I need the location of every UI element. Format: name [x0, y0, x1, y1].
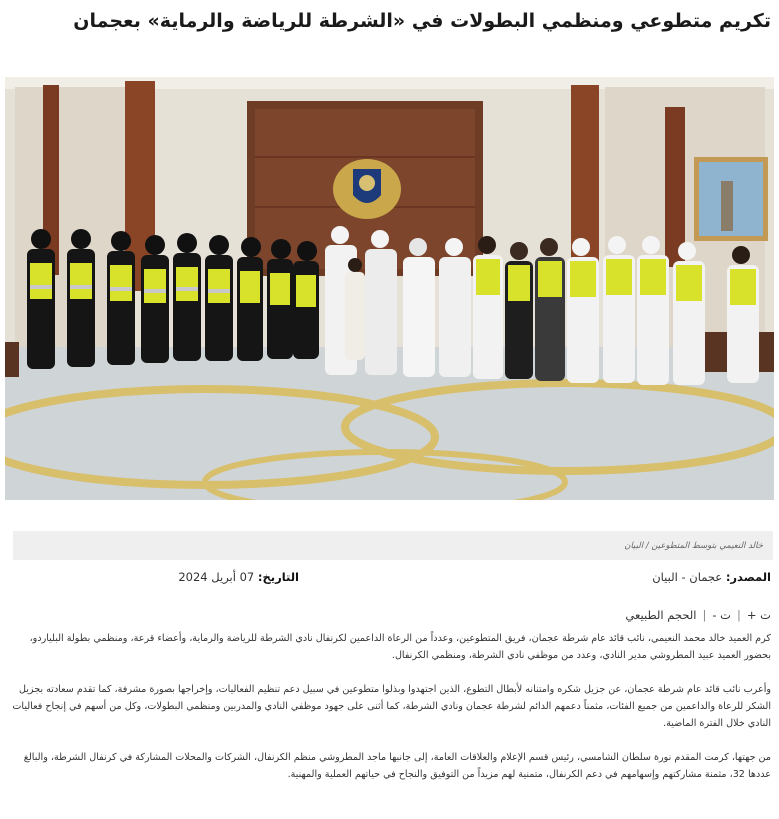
photo-caption: خالد النعيمي بتوسط المتطوعين / البيان: [624, 540, 763, 551]
photo-caption-bar: [13, 531, 773, 560]
font-normal-button[interactable]: الحجم الطبيعي: [625, 608, 697, 622]
article-paragraph: كرم العميد خالد محمد النعيمي، نائب قائد عام شرطة عجمان، فريق المتطوعين، وعدداً من الرعاة الداعمين لكرنفال نادي الشرطة للرياضة والرماية، وأعضاء قرعة، ومنظمي بطولة البلياردو، بحضور العميد عبيد المطروشي مدير النادي، وعدد من موظفي نادي الشرطة، ومنظمي الكرنفال.: [29, 633, 771, 661]
article-body: [8, 630, 771, 800]
font-increase-button[interactable]: ت +: [746, 608, 771, 622]
source-value: عجمان - البيان: [652, 570, 723, 584]
article-paragraph: وأعرب نائب قائد عام شرطة عجمان، عن جزيل شكره وامتنانه لأبطال التطوع، الذين اجتهدوا وبذلوا متطوعين في سبيل دعم تنظيم الفعاليات، وإخراجها بصورة مشرفة، كما تقدم سعادته بجزيل الشكر للرعاة والداعمين من جميع الفئات، مثمناً دعمهم الدائم لشرطة عجمان ونادي الشرطة، كما أثنى على جهود موظفي النادي والمدربين ومنظمي البطولات، وكل من أسهم في إنجاح فعاليات النادي خلال الفترة الماضية.: [12, 684, 771, 729]
date-info: [178, 570, 299, 584]
source-info: [652, 570, 771, 584]
group-photo-illustration: [5, 77, 774, 500]
article-photo: [5, 77, 774, 500]
date-label: التاريخ:: [257, 570, 299, 584]
article-title: تكريم متطوعي ومنظمي البطولات في «الشرطة للرياضة والرماية» بعجمان: [73, 10, 771, 32]
font-decrease-button[interactable]: ت -: [712, 608, 731, 622]
source-label: المصدر:: [725, 570, 771, 584]
date-value: 07 أبريل 2024: [178, 570, 255, 584]
separator: |: [737, 608, 741, 622]
article-paragraph: من جهتها، كرمت المقدم نورة سلطان الشامسي، رئيس قسم الإعلام والعلاقات العامة، إلى جانبها ماجد المطروشي منظم الكرنفال، الشركات والمحلات المشاركة في كرنفال الشرطة، والبالغ عددها 32، مثمنة مشاركتهم وإسهامهم في دعم الكرنفال، متمنية لهم مزيداً من التوفيق والنجاح في حياتهم العملية والمهنية.: [23, 752, 771, 780]
separator: |: [702, 608, 707, 622]
font-size-tools: [625, 608, 771, 622]
article-meta: [8, 570, 771, 590]
